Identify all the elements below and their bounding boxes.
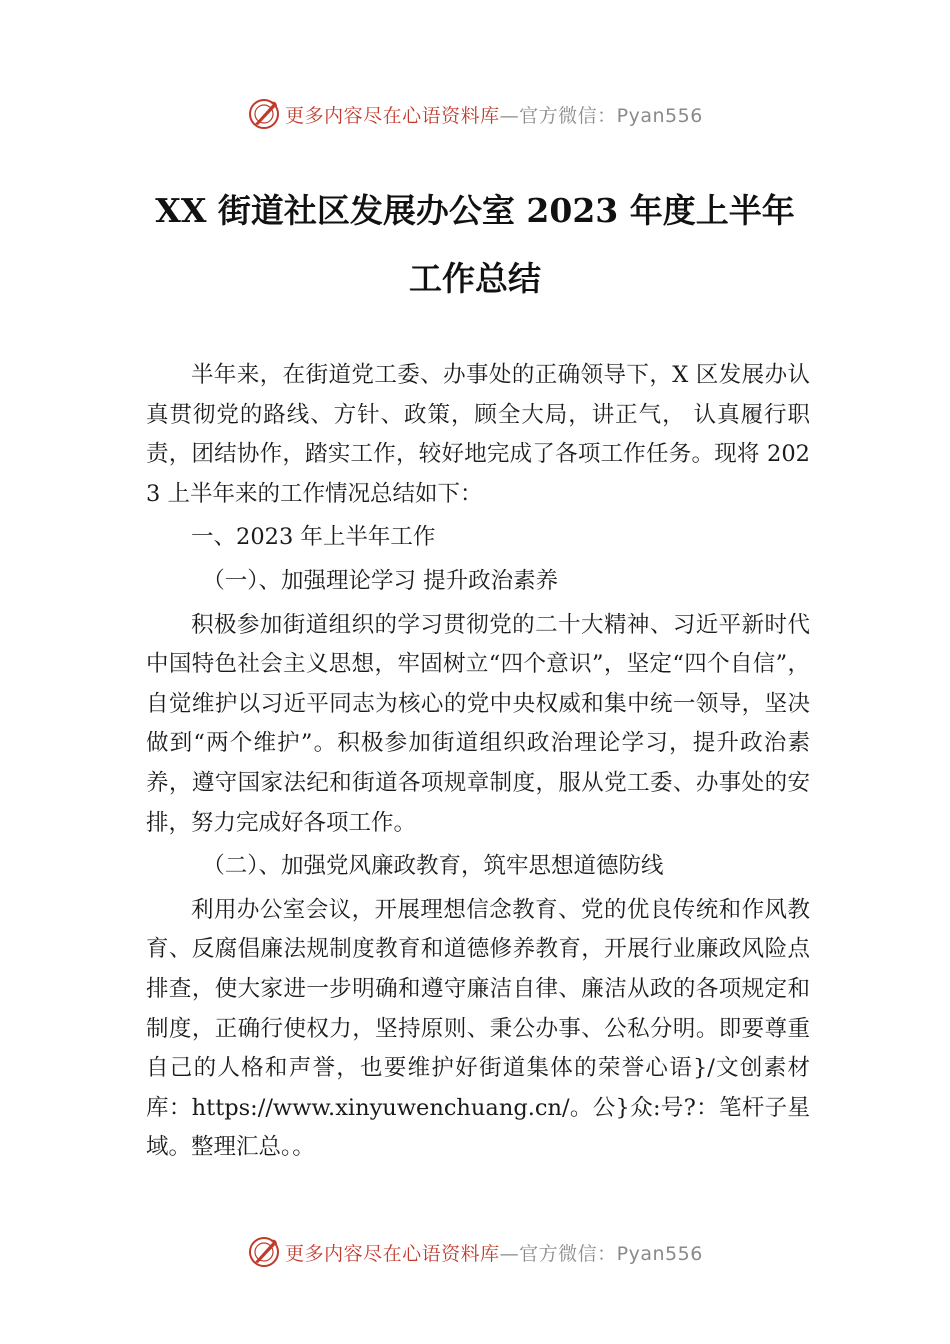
paragraph-1: 积极参加街道组织的学习贯彻党的二十大精神、习近平新时代中国特色社会主义思想，牢固树立“四个意识”，坚定“四个自信”，自觉维护以习近平同志为核心的党中央权威和集中统一领导，坚决做到“两个维护”。积极参加街道组织政治理论学习，提升政治素养，遵守国家法纪和街道各项规章制度，服从党工委、办事处的安排，努力完成好各项工作。 [146,611,810,836]
footer-separator: — [499,1242,520,1265]
document-body [146,356,810,1168]
footer-banner-text [285,1239,703,1266]
document-title-line2: 工作总结 [409,259,541,298]
footer-banner [0,1230,950,1274]
section-heading-1: 一、2023 年上半年工作 [191,524,436,551]
paragraph-2: 利用办公室会议，开展理想信念教育、党的优良传统和作风教育、反腐倡廉法规制度教育和道德修养教育，开展行业廉政风险点排查，使大家进一步明确和遵守廉洁自律、廉洁从政的各项规定和制度，正确行使权力，坚持原则、秉公办事、公私分明。即要尊重自己的人格和声誉，也要维护好街道集体的荣誉心语}/文创素材库：https://www.xinyuwenchuang.cn/。公}众:号?：笔杆子星域。整理汇总。。 [146,896,810,1161]
quill-seal-logo-icon [247,1235,281,1269]
banner-text [285,101,703,128]
banner-wechat-text: 官方微信：Pyan556 [519,104,703,127]
footer-wechat-text: 官方微信：Pyan556 [519,1242,703,1265]
banner-main-text: 更多内容尽在心语资料库 [285,104,500,127]
subsection-heading-1: （一）、加强理论学习 提升政治素养 [202,567,559,594]
subsection-heading-2: （二）、加强党风廉政教育，筑牢思想道德防线 [202,853,664,880]
quill-seal-logo-icon [247,97,281,131]
footer-main-text: 更多内容尽在心语资料库 [285,1242,500,1265]
intro-paragraph: 半年来，在街道党工委、办事处的正确领导下，X 区发展办认真贯彻党的路线、方针、政策，顾全大局，讲正气， 认真履行职责，团结协作，踏实工作，较好地完成了各项工作任务。现将 2023 上半年来的工作情况总结如下： [146,362,810,507]
document-title-line1: XX 街道社区发展办公室 2023 年度上半年 [155,191,795,230]
header-banner [0,92,950,136]
banner-separator: — [499,104,520,127]
